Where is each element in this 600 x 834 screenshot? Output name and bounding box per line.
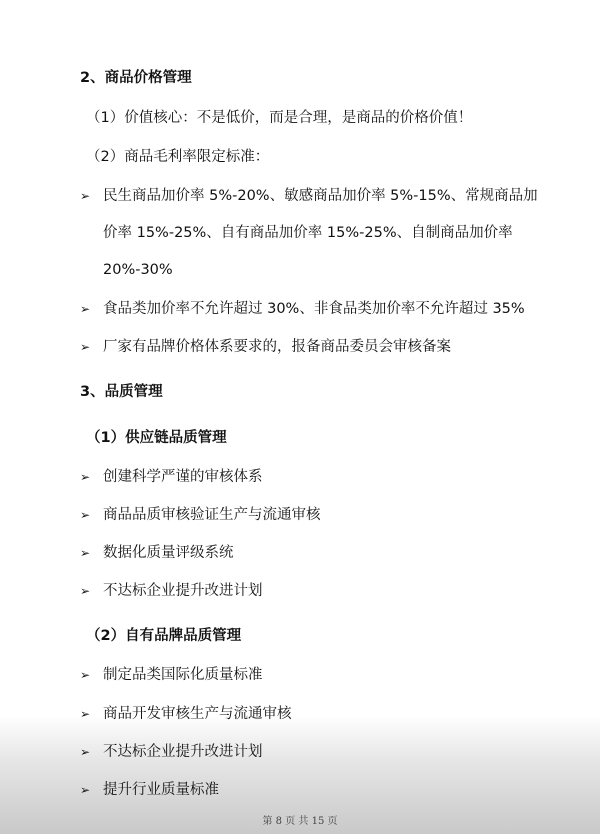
list-item: 厂家有品牌价格体系要求的，报备商品委员会审核备案 (103, 339, 451, 355)
bullet-arrow-icon: ➢ (80, 668, 91, 682)
bullet-arrow-icon: ➢ (80, 470, 91, 484)
subheading-supply-chain: （1）供应链品质管理 (86, 430, 227, 446)
list-item: 商品开发审核生产与流通审核 (103, 706, 292, 722)
list-item: 民生商品加价率 5%-20%、敏感商品加价率 5%-15%、常规商品加 (103, 188, 538, 204)
list-item: 数据化质量评级系统 (103, 545, 234, 561)
list-item: 不达标企业提升改进计划 (103, 583, 263, 599)
list-item: 食品类加价率不允许超过 30%、非食品类加价率不允许超过 35% (103, 301, 525, 317)
subheading-value-core: （1）价值核心：不是低价，而是合理，是商品的价格价值！ (86, 110, 473, 126)
heading-quality-management: 3、品质管理 (80, 384, 163, 400)
bullet-arrow-icon: ➢ (80, 783, 91, 797)
bullet-arrow-icon: ➢ (80, 584, 91, 598)
subheading-margin-standard: （2）商品毛利率限定标准： (86, 149, 270, 165)
bullet-arrow-icon: ➢ (80, 302, 91, 316)
bullet-arrow-icon: ➢ (80, 189, 91, 203)
bullet-arrow-icon: ➢ (80, 745, 91, 759)
list-item: 不达标企业提升改进计划 (103, 744, 263, 760)
heading-price-management: 2、商品价格管理 (80, 70, 192, 86)
bullet-arrow-icon: ➢ (80, 707, 91, 721)
bullet-arrow-icon: ➢ (80, 340, 91, 354)
page-number: 第 8 页 共 15 页 (262, 816, 338, 827)
list-item: 商品品质审核验证生产与流通审核 (103, 507, 321, 523)
list-item-continued: 价率 15%-25%、自有商品加价率 15%-25%、自制商品加价率 (103, 225, 513, 241)
list-item-continued: 20%-30% (103, 262, 173, 278)
subheading-private-brand: （2）自有品牌品质管理 (86, 628, 242, 644)
list-item: 创建科学严谨的审核体系 (103, 469, 263, 485)
list-item: 提升行业质量标准 (103, 782, 219, 798)
bullet-arrow-icon: ➢ (80, 546, 91, 560)
bullet-arrow-icon: ➢ (80, 508, 91, 522)
list-item: 制定品类国际化质量标准 (103, 667, 263, 683)
